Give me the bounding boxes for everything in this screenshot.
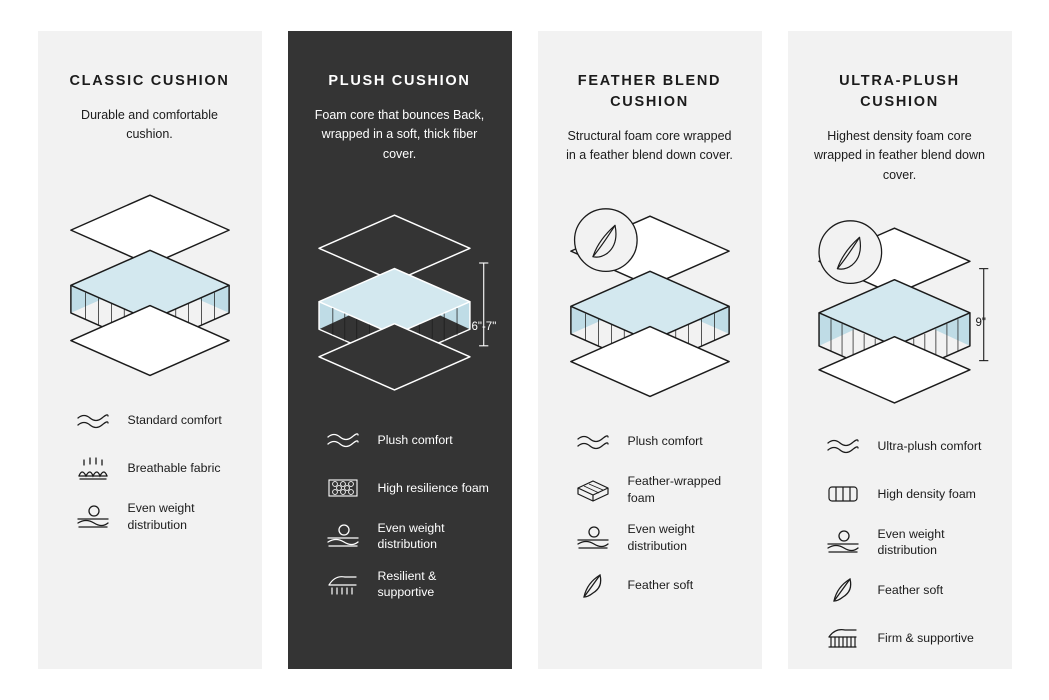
layered-cushion-diagram: [558, 191, 742, 406]
feather-wrapped-foam-icon: [572, 473, 614, 507]
feature-label: High resilience foam: [377, 480, 489, 495]
wave-comfort-icon: [322, 423, 364, 457]
feature-label: Even weight distribution: [127, 501, 195, 532]
wave-comfort-icon: [572, 425, 614, 459]
layered-cushion-diagram: [308, 190, 492, 405]
feature-item: [72, 495, 242, 539]
feature-label: Standard comfort: [127, 413, 222, 428]
cushion-layer-illustration: [558, 184, 742, 414]
card-title: CLASSIC CUSHION: [69, 73, 230, 89]
weight-distribution-icon: [822, 525, 864, 559]
feature-label: Resilient & supportive: [377, 568, 437, 600]
leaf-icon: [572, 569, 614, 603]
feature-item: [72, 447, 242, 491]
feature-label: Even weight distribution: [877, 526, 945, 558]
cushion-card-ultra-plush[interactable]: [788, 31, 1012, 669]
feature-item: [822, 424, 992, 468]
feature-item: [822, 616, 992, 660]
cushion-card-feather-blend[interactable]: [538, 31, 762, 669]
feature-item: [322, 418, 492, 462]
feature-label: Breathable fabric: [127, 461, 221, 476]
cushion-layer-illustration: [308, 182, 492, 412]
feature-label: Feather soft: [877, 582, 944, 597]
weight-distribution-icon: [72, 500, 114, 534]
feature-list: [558, 420, 742, 608]
feature-label: Even weight distribution: [377, 520, 445, 552]
feature-item: [822, 472, 992, 516]
card-subtitle: Durable and comfortable cushion.: [81, 108, 218, 142]
feature-item: [572, 564, 742, 608]
feature-item: [572, 420, 742, 464]
card-title: FEATHER BLEND CUSHION: [577, 73, 722, 111]
high-resilience-foam-icon: [322, 471, 364, 505]
cushion-layer-illustration: [808, 203, 992, 418]
feature-list: [308, 418, 492, 606]
card-subtitle: Structural foam core wrapped in a feather blend down cover.: [566, 129, 733, 163]
feature-label: High density foam: [877, 486, 976, 501]
dimension-label: 9": [975, 317, 986, 329]
breathable-fabric-icon: [72, 452, 114, 486]
feature-label: Plush comfort: [377, 432, 453, 447]
leaf-icon: [822, 573, 864, 607]
feature-item: [322, 562, 492, 606]
feature-item: [572, 516, 742, 560]
card-subtitle: Highest density foam core wrapped in feather blend down cover.: [814, 129, 985, 182]
feature-item: [72, 399, 242, 443]
feature-item: [322, 466, 492, 510]
cushion-card-plush[interactable]: [288, 31, 512, 669]
feature-label: Ultra-plush comfort: [877, 438, 982, 453]
card-title: PLUSH CUSHION: [328, 73, 471, 89]
weight-distribution-icon: [572, 521, 614, 555]
feature-label: Feather-wrapped foam: [627, 474, 722, 505]
card-subtitle: Foam core that bounces Back, wrapped in a soft, thick fiber cover.: [314, 108, 485, 161]
high-density-foam-icon: [822, 477, 864, 511]
cushion-layer-illustration: [58, 163, 242, 393]
layered-cushion-diagram: [808, 203, 992, 418]
feature-list: [58, 399, 242, 539]
feature-label: Feather soft: [627, 578, 694, 593]
dimension-label: 6"-7": [471, 321, 497, 333]
feature-label: Plush comfort: [627, 434, 703, 449]
feature-item: [322, 514, 492, 558]
resilient-support-icon: [322, 567, 364, 601]
feature-label: Firm & supportive: [877, 630, 974, 645]
card-title: ULTRA-PLUSH CUSHION: [839, 73, 960, 111]
layered-cushion-diagram: [58, 170, 242, 385]
firm-support-icon: [822, 621, 864, 655]
feature-item: [822, 520, 992, 564]
feature-item: [572, 468, 742, 512]
wave-comfort-icon: [72, 404, 114, 438]
weight-distribution-icon: [322, 519, 364, 553]
feature-item: [822, 568, 992, 612]
wave-comfort-icon: [822, 429, 864, 463]
feature-label: Even weight distribution: [627, 522, 695, 553]
cushion-card-classic[interactable]: [38, 31, 262, 669]
feature-list: [808, 424, 992, 660]
